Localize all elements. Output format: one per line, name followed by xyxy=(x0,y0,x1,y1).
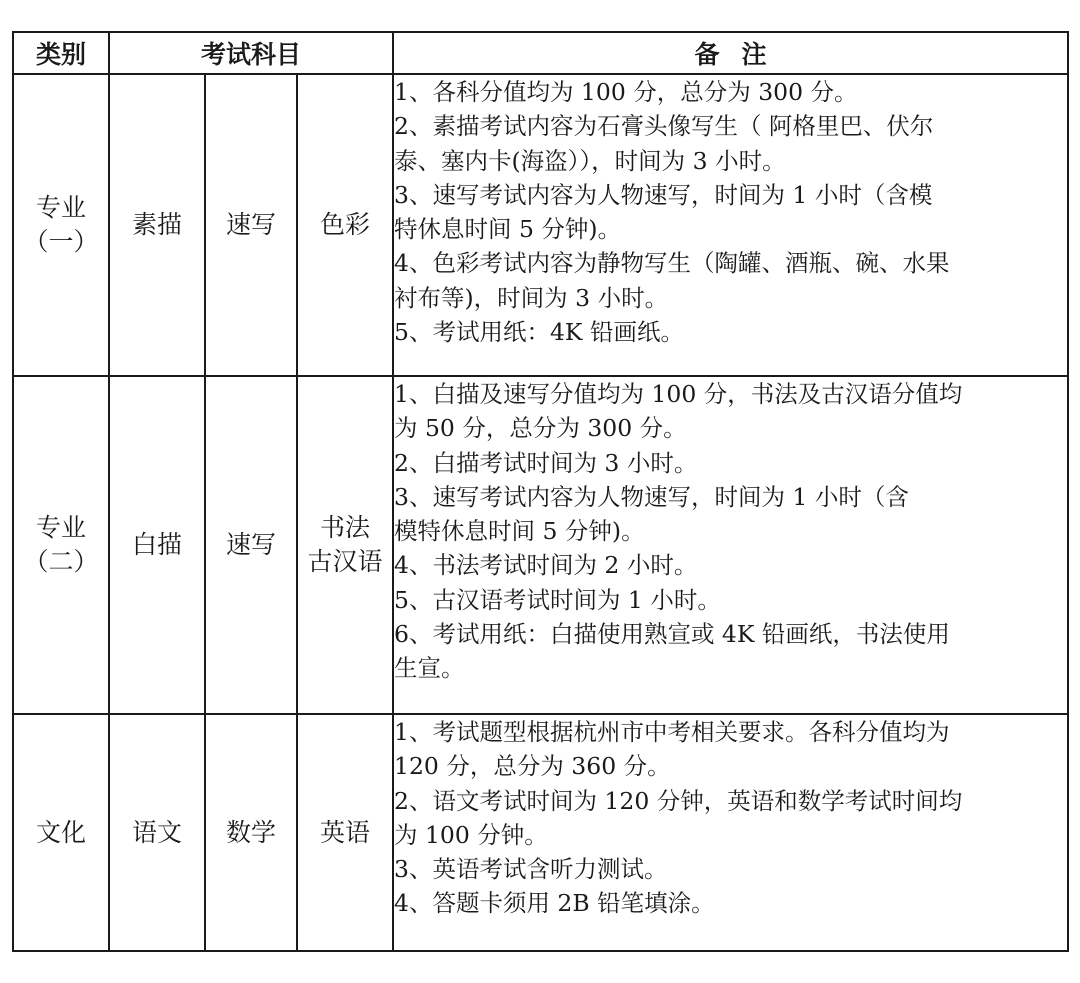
header-category: 类别 xyxy=(13,32,109,74)
note-line: 为 50 分，总分为 300 分。 xyxy=(394,414,687,443)
note-line: 3、速写考试内容为人物速写，时间为 1 小时（含 xyxy=(394,482,909,511)
note-line: 4、答题卡须用 2B 铅笔填涂。 xyxy=(394,889,715,918)
note-line: 5、古汉语考试时间为 1 小时。 xyxy=(394,585,721,614)
category-line: 文化 xyxy=(35,817,86,847)
subject-cell xyxy=(297,714,393,951)
note-line: 为 100 分钟。 xyxy=(394,820,548,849)
subject-cell xyxy=(297,74,393,376)
note-line: 4、色彩考试内容为静物写生（陶罐、酒瓶、碗、水果 xyxy=(394,249,950,278)
note-line: 2、白描考试时间为 3 小时。 xyxy=(394,448,698,477)
note-line: 3、速写考试内容为人物速写，时间为 1 小时（含模 xyxy=(394,180,933,209)
table-row xyxy=(13,74,1068,376)
subject-cell xyxy=(297,376,393,714)
note-line: 3、英语考试含听力测试。 xyxy=(394,855,668,884)
subject-line: 书法 xyxy=(320,513,371,542)
note-line: 生宣。 xyxy=(394,654,465,683)
subject-line: 古汉语 xyxy=(307,547,383,576)
category-line: （二） xyxy=(23,547,99,576)
subject-cell xyxy=(205,376,297,714)
category-cell xyxy=(13,376,109,714)
table-row xyxy=(13,376,1068,714)
notes-cell xyxy=(393,714,1068,951)
note-line: 2、素描考试内容为石膏头像写生（ 阿格里巴、伏尔 xyxy=(394,112,934,141)
subject-line: 英语 xyxy=(320,817,371,847)
header-notes: 备注 xyxy=(393,32,1068,74)
category-line: 专业 xyxy=(35,193,86,222)
note-line: 6、考试用纸：白描使用熟宣或 4K 铅画纸，书法使用 xyxy=(394,620,950,649)
note-line: 1、白描及速写分值均为 100 分，书法及古汉语分值均 xyxy=(394,380,963,408)
notes-cell xyxy=(393,376,1068,714)
notes-cell xyxy=(393,74,1068,376)
note-line: 4、书法考试时间为 2 小时。 xyxy=(394,551,698,580)
note-line: 泰、塞内卡(海盗）），时间为 3 小时。 xyxy=(394,146,786,175)
subject-cell xyxy=(109,714,205,951)
table-row xyxy=(13,714,1068,951)
note-line: 1、各科分值均为 100 分，总分为 300 分。 xyxy=(394,78,858,106)
note-line: 衬布等)，时间为 3 小时。 xyxy=(394,283,669,312)
note-line: 5、考试用纸：4K 铅画纸。 xyxy=(394,318,684,347)
header-subjects: 考试科目 xyxy=(109,32,393,74)
subject-line: 速写 xyxy=(225,210,276,239)
note-line: 特休息时间 5 分钟)。 xyxy=(394,215,622,244)
subject-line: 白描 xyxy=(131,530,182,559)
category-cell xyxy=(13,74,109,376)
subject-cell xyxy=(109,376,205,714)
subject-line: 速写 xyxy=(225,530,276,559)
subject-line: 数学 xyxy=(225,817,276,847)
subject-line: 语文 xyxy=(131,817,182,847)
note-line: 模特休息时间 5 分钟)。 xyxy=(394,517,645,546)
category-line: 专业 xyxy=(35,513,86,542)
subject-cell xyxy=(109,74,205,376)
note-line: 120 分，总分为 360 分。 xyxy=(394,752,671,781)
subject-line: 素描 xyxy=(131,210,182,239)
header-row xyxy=(13,32,1068,74)
subject-line: 色彩 xyxy=(320,210,371,239)
category-cell xyxy=(13,714,109,951)
exam-subjects-table xyxy=(12,31,1069,952)
note-line: 2、语文考试时间为 120 分钟，英语和数学考试时间均 xyxy=(394,786,963,815)
subject-cell xyxy=(205,74,297,376)
category-line: （一） xyxy=(23,227,99,256)
note-line: 1、考试题型根据杭州市中考相关要求。各科分值均为 xyxy=(394,718,950,746)
subject-cell xyxy=(205,714,297,951)
